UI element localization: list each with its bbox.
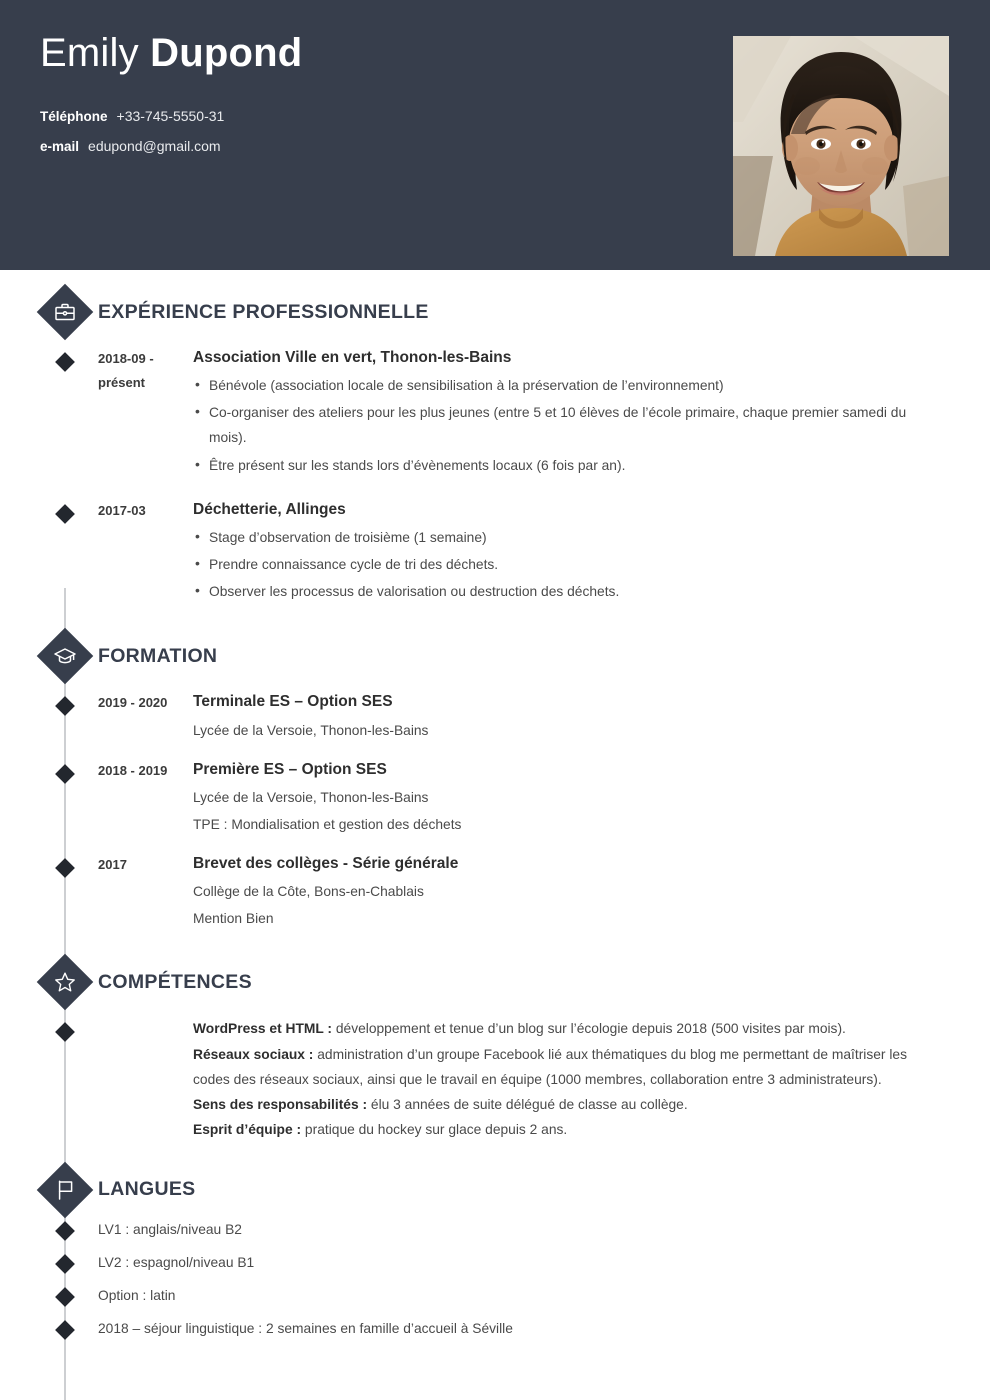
section-header-experience [0, 288, 990, 336]
email-label: e-mail [40, 139, 80, 154]
skill-item [193, 1042, 945, 1092]
star-icon [37, 954, 94, 1011]
skill-text: élu 3 années de suite délégué de classe au collège. [367, 1096, 688, 1112]
cv-content [0, 288, 990, 1346]
entry-title: Terminale ES – Option SES [193, 693, 393, 711]
entry-title: Déchetterie, Allinges [193, 500, 346, 518]
section-header-languages [0, 1166, 990, 1214]
graduation-cap-icon [37, 628, 94, 685]
entry-date: 2019 - 2020 [98, 695, 168, 711]
formation-entry [0, 852, 990, 932]
timeline-marker [55, 504, 75, 524]
list-item: • Bénévole (association locale de sensibilisation à la préservation de l’environnement) [193, 373, 945, 398]
skill-label: Esprit d’équipe : [193, 1121, 302, 1137]
section-title-languages: LANGUES [98, 1178, 196, 1201]
entry-body [193, 346, 990, 480]
entry-body [193, 852, 990, 932]
entry-line: Lycée de la Versoie, Thonon-les-Bains [193, 790, 429, 806]
contact-block [40, 108, 224, 168]
section-header-formation [0, 632, 990, 680]
name-block [40, 32, 302, 74]
timeline-marker [55, 1023, 75, 1043]
language-item [0, 1313, 990, 1346]
cv-header [0, 0, 990, 270]
language-item [0, 1214, 990, 1247]
entry-date: 2018 - 2019 [98, 763, 168, 778]
briefcase-icon [37, 284, 94, 341]
list-item: • Stage d’observation de troisième (1 semaine) [193, 525, 945, 550]
language-text: LV1 : anglais/niveau B2 [98, 1222, 242, 1238]
first-name: Emily [40, 31, 139, 75]
entry-line: Mention Bien [193, 910, 274, 926]
language-text: LV2 : espagnol/niveau B1 [98, 1255, 255, 1271]
experience-entry [0, 346, 990, 480]
timeline-marker [55, 764, 75, 784]
flag-glyph [52, 1177, 78, 1203]
skills-body [193, 1016, 990, 1142]
section-title-experience: EXPÉRIENCE PROFESSIONNELLE [98, 300, 429, 323]
timeline-marker [55, 1221, 75, 1241]
entry-date: 2017-03 [98, 502, 146, 518]
list-item: • Co-organiser des ateliers pour les plus jeunes (entre 5 et 10 élèves de l’école primaire, chaque premier samedi du mois). [193, 400, 945, 450]
language-text: Option : latin [98, 1288, 176, 1304]
formation-entry [0, 758, 990, 838]
language-item [0, 1247, 990, 1280]
entry-bullets [193, 373, 945, 477]
skill-label: WordPress et HTML : [193, 1021, 333, 1037]
timeline-marker [55, 352, 75, 372]
skill-text: administration d’un groupe Facebook lié aux thématiques du blog me permettant de maîtriser les codes des réseaux sociaux, ainsi que le travail en équipe (1000 membres, collaboration entre 3 administrateurs). [193, 1046, 907, 1087]
skill-item [193, 1117, 945, 1142]
timeline-marker [55, 858, 75, 878]
flag-icon [37, 1162, 94, 1219]
skill-label: Sens des responsabilités : [193, 1096, 368, 1112]
skill-text: développement et tenue d’un blog sur l’écologie depuis 2018 (500 visites par mois). [332, 1021, 846, 1037]
list-item: • Observer les processus de valorisation ou destruction des déchets. [193, 579, 945, 604]
language-item [0, 1280, 990, 1313]
email-value[interactable]: edupond@gmail.com [88, 138, 221, 154]
entry-date: 2017 [98, 857, 127, 873]
entry-line: Collège de la Côte, Bons-en-Chablais [193, 884, 424, 900]
entry-title: Première ES – Option SES [193, 761, 387, 778]
phone-value[interactable]: +33-745-5550-31 [116, 108, 225, 124]
contact-row-phone [40, 108, 224, 124]
skills-entry [0, 1016, 990, 1142]
entry-bullets [193, 525, 945, 604]
contact-row-email [40, 138, 224, 154]
last-name: Dupond [150, 31, 303, 75]
section-languages [0, 1166, 990, 1346]
list-item: • Prendre connaissance cycle de tri des déchets. [193, 552, 945, 577]
skill-item [193, 1016, 945, 1041]
language-text: 2018 – séjour linguistique : 2 semaines en famille d’accueil à Séville [98, 1321, 513, 1337]
section-skills [0, 958, 990, 1142]
timeline-marker [55, 696, 75, 716]
entry-body [193, 758, 990, 838]
entry-body [193, 690, 990, 744]
experience-entry [0, 498, 990, 607]
entry-title: Brevet des collèges - Série générale [193, 855, 459, 873]
entry-date: 2018-09 - présent [98, 351, 154, 391]
phone-label: Téléphone [40, 109, 108, 124]
timeline-marker [55, 1254, 75, 1274]
graduation-cap-glyph [52, 643, 78, 669]
entry-title: Association Ville en vert, Thonon-les-Bains [193, 349, 512, 366]
portrait-photo-graphic [733, 36, 949, 256]
skill-item [193, 1092, 945, 1117]
avatar [733, 36, 949, 256]
skill-label: Réseaux sociaux : [193, 1046, 314, 1062]
entry-line: TPE : Mondialisation et gestion des déchets [193, 816, 462, 832]
entry-line: Lycée de la Versoie, Thonon-les-Bains [193, 722, 429, 738]
section-title-formation: FORMATION [98, 644, 218, 667]
timeline-marker [55, 1320, 75, 1340]
section-experience [0, 288, 990, 606]
timeline-marker [55, 1287, 75, 1307]
section-formation [0, 632, 990, 932]
entry-body [193, 498, 990, 607]
page-title [40, 32, 302, 74]
skill-text: pratique du hockey sur glace depuis 2 ans. [301, 1121, 568, 1137]
list-item: • Être présent sur les stands lors d’évènements locaux (6 fois par an). [193, 453, 945, 478]
formation-entry [0, 690, 990, 744]
star-glyph [52, 969, 78, 995]
briefcase-glyph [52, 299, 78, 325]
section-header-skills [0, 958, 990, 1006]
section-title-skills: COMPÉTENCES [98, 970, 252, 993]
